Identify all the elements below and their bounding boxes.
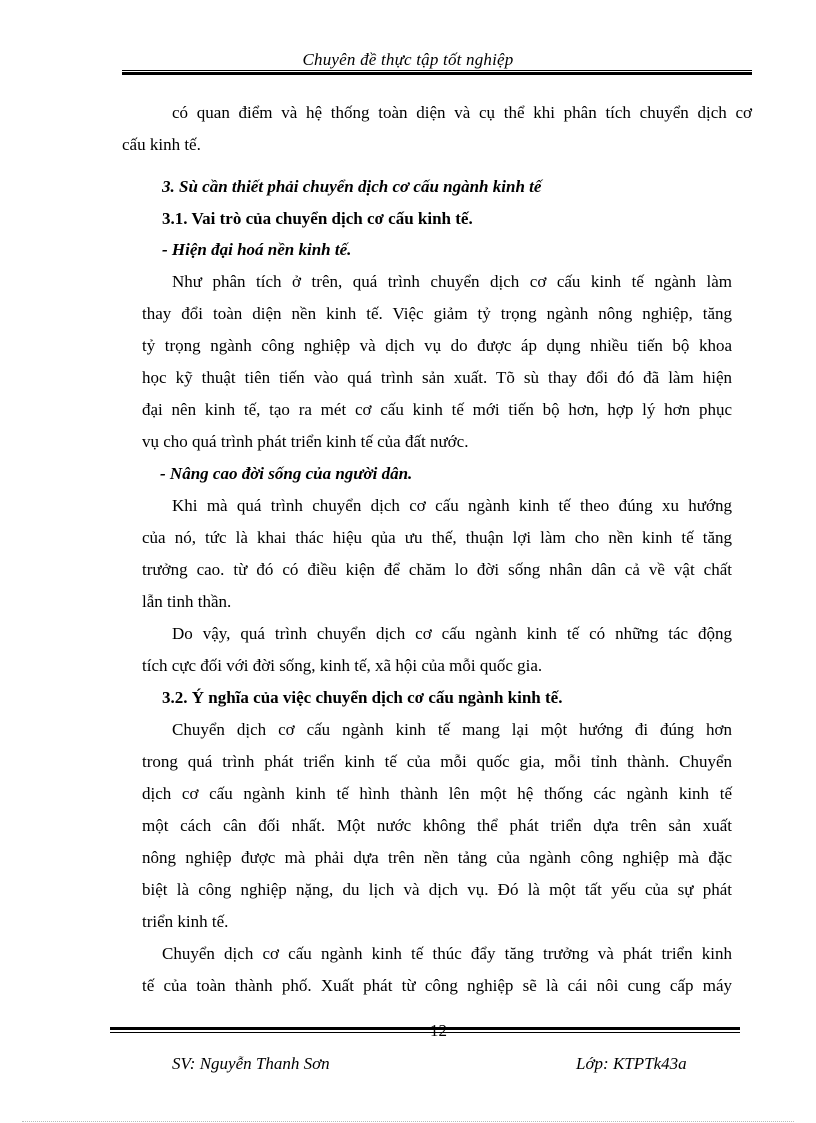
bullet-heading: - Nâng cao đời sống của người dân. xyxy=(160,464,413,483)
body-line: dịch cơ cấu ngành kinh tế hình thành lên một hệ thống các ngành kinh tế xyxy=(142,784,732,803)
header-rule-thin xyxy=(122,70,752,71)
body-line: cấu kinh tế. xyxy=(122,135,201,154)
body-line: một cách cân đối nhất. Một nước không thể phát triển dựa trên sản xuất xyxy=(142,816,732,835)
header-rule-thick xyxy=(122,72,752,75)
page-number: 12 xyxy=(430,1021,447,1040)
body-line: tế của toàn thành phố. Xuất phát từ công nghiệp sẽ là cái nôi cung cấp máy xyxy=(142,976,732,995)
subsection-heading: 3.1. Vai trò của chuyển dịch cơ cấu kinh tế. xyxy=(162,209,473,228)
body-line: Do vậy, quá trình chuyển dịch cơ cấu ngành kinh tế có những tác động xyxy=(172,624,732,643)
body-line: có quan điểm và hệ thống toàn diện và cụ thể khi phân tích chuyển dịch cơ xyxy=(172,103,752,122)
body-line: Như phân tích ở trên, quá trình chuyển dịch cơ cấu kinh tế ngành làm xyxy=(172,272,732,291)
bullet-heading: - Hiện đại hoá nền kinh tế. xyxy=(162,240,352,259)
body-line: đại nên kinh tế, tạo ra mét cơ cấu kinh tế mới tiến bộ hơn, hợp lý hơn phục xyxy=(142,400,732,419)
body-line: Khi mà quá trình chuyển dịch cơ cấu ngành kinh tế theo đúng xu hướng xyxy=(172,496,732,515)
footer-rule-thick xyxy=(110,1027,740,1030)
body-line: trưởng cao. từ đó có điều kiện để chăm lo đời sống nhân dân cả về vật chất xyxy=(142,560,732,579)
body-line: triển kinh tế. xyxy=(142,912,229,931)
body-line: Chuyển dịch cơ cấu ngành kinh tế mang lại một hướng đi đúng hơn xyxy=(172,720,732,739)
body-line: nông nghiệp được mà phải dựa trên nền tảng của ngành công nghiệp mà đặc xyxy=(142,848,732,867)
body-line: tích cực đối với đời sống, kinh tế, xã hội của mỗi quốc gia. xyxy=(142,656,543,675)
body-line: trong quá trình phát triển kinh tế của mỗi quốc gia, mỗi tỉnh thành. Chuyển xyxy=(142,752,732,771)
footer-rule-thin xyxy=(110,1032,740,1033)
footer-student: SV: Nguyễn Thanh Sơn xyxy=(172,1054,330,1073)
body-line: của nó, tức là khai thác hiệu qủa ưu thế, thuận lợi làm cho nền kinh tế tăng xyxy=(142,528,732,547)
body-line: Chuyển dịch cơ cấu ngành kinh tế thúc đẩy tăng trưởng và phát triển kinh xyxy=(162,944,732,963)
subsection-heading: 3.2. Ý nghĩa của việc chuyển dịch cơ cấu ngành kinh tế. xyxy=(162,688,563,707)
body-line: học kỹ thuật tiên tiến vào quá trình sản xuất. Tõ sù thay đổi đó đã làm hiện xyxy=(142,368,732,387)
section-heading: 3. Sù cần thiết phải chuyển dịch cơ cấu ngành kinh tế xyxy=(162,177,542,196)
body-line: lẫn tinh thần. xyxy=(142,592,232,611)
body-line: tỷ trọng ngành công nghiệp và dịch vụ do được áp dụng nhiều tiến bộ khoa xyxy=(142,336,732,355)
body-line: vụ cho quá trình phát triển kinh tế của đất nước. xyxy=(142,432,469,451)
page-bottom-border xyxy=(22,1121,794,1122)
body-line: biệt là công nghiệp nặng, du lịch và dịch vụ. Đó là một tất yếu của sự phát xyxy=(142,880,732,899)
body-line: thay đổi toàn diện nền kinh tế. Việc giảm tỷ trọng ngành nông nghiệp, tăng xyxy=(142,304,732,323)
footer-class: Lớp: KTPTk43a xyxy=(576,1054,687,1073)
header-title: Chuyên đề thực tập tốt nghiệp xyxy=(302,50,514,69)
